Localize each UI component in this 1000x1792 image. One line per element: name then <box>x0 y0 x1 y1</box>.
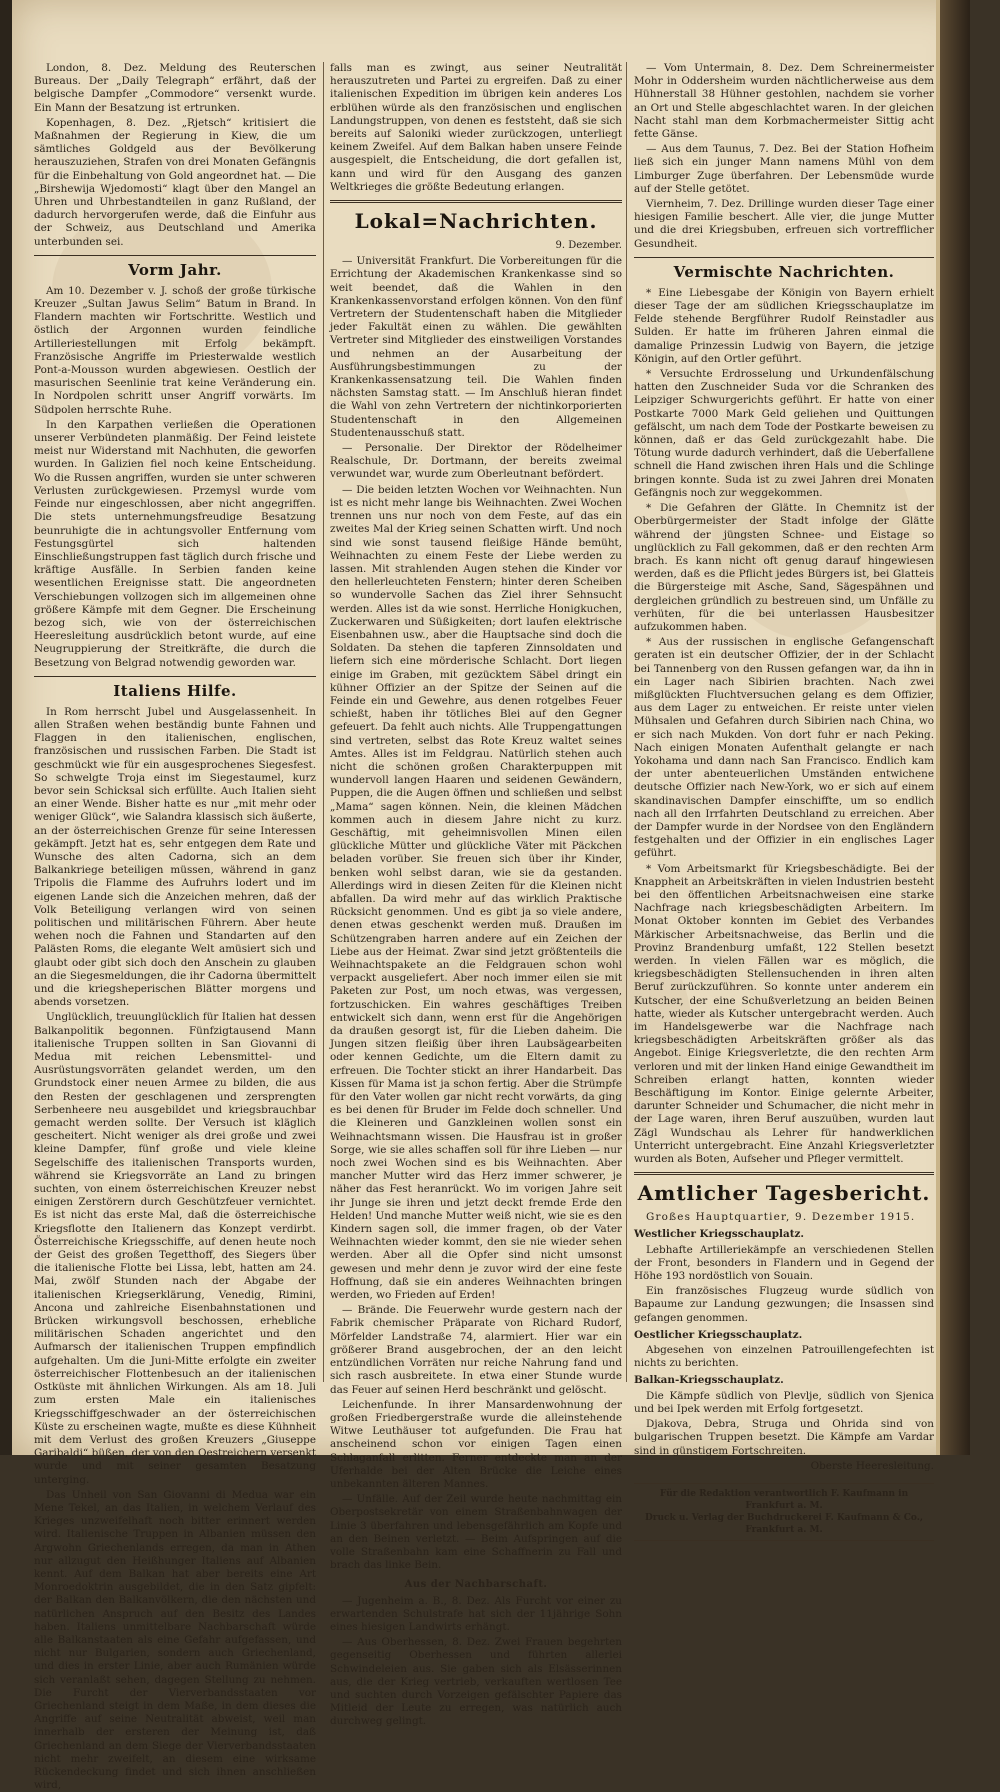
column-rule <box>626 62 627 1382</box>
column-rule <box>323 62 324 1382</box>
subheading-nachbarschaft: Aus der Nachbarschaft. <box>404 1579 548 1591</box>
paragraph: In Rom herrscht Jubel und Ausgelassenheit. In allen Straßen wehen beständig bunte Fahnen und Flaggen in den italienischen, englischen, französischen und russischen Farben. Die Stadt ist geschmückt wie für ein ausgesprochenes Siegesfest. So schwelgte Troja einst im Siegestaumel, kurz bevor sein Schicksal sich erfüllte. Auch Italien sieht an einer Wende. Bisher hatte es nur „mit mehr oder weniger Glück“, wie Salandra klassisch sich äußerte, an der österreichischen Grenze für seine Interessen gekämpft. Jetzt hat es, sehr entgegen dem Rate und Wunsche des alten Cadorna, sich an dem Balkankriege beteiligen müssen, während in ganz Tripolis die Flamme des Aufruhrs lodert und im eigenen Lande sich die Anzeichen mehren, daß der Volk Beteiligung verlangen wird von seinen politischen und militärischen Führern. Aber heute wehen noch die Fahnen und Standarten auf den Palästen Roms, die elegante Welt amüsiert sich und glaubt oder gibt sich doch den Anschein zu glauben an die Siegesmeldungen, die ihr Cadorna übermittelt und die kriegsheperischen Blätter morgens und abends vorsetzen. <box>34 705 316 1009</box>
news-item: — Personalie. Der Direktor der Rödelheimer Realschule, Dr. Dortmann, der bereits zweimal verwundet war, wurde zum Oberleutnant befördert. <box>330 442 622 481</box>
paragraph: Das Unheil von San Giovanni di Medua war ein Mene Tekel, an das Italien, in welchem Verlauf des Krieges unzweifelhaft noch bitter erinnert werden wird. Italienische Truppen in Albanien müssen den Argwohn Griechenlands erregen, da man in Athen nur allzugut den Heißhunger Italiens auf Albanien kennt. Auf dem Balkan hat aber bereits eine Art Monroedoktrin ausgebildet, die in den Satz gipfelt: der Balkan den Balkanvölkern, die den nächsten und natürlichen Anspruch auf den Besitz des Landes haben. Italiens unmittelbare Nachbarschaft würde alle Balkanstaaten als eine Gefahr aufgefassen, und nicht nur Bulgarien, sondern auch Griechenland, und dies in erster Linie, aber auch Rumänien würde sich veranlaßt sehen, dagegen Stellung zu nehmen. Die Furcht der Vierverbandsstaaten vor Griechenland steigt in dem Maße, in dem dieses die Angriffe auf seine Neutralität abweist, weil man innerhalb der ersteren der Meinung ist, daß Griechenland an dem Siege der Vierverbandsstaaten nicht mehr zweifelt, an diesem eine wirksame Rückendeckung findet und sich ihnen anschließen wird, <box>34 1488 316 1792</box>
paragraph: falls man es zwingt, aus seiner Neutralität herauszutreten und Partei zu ergreifen. Daß zu einer italienischen Expedition im übrigen kein anderes Los erblühen würde als den französischen und englischen Landungstruppen, von denen es feststeht, daß sie sich bereits auf Saloniki wieder zurückzogen, unterliegt keinem Zweifel. Auf dem Balkan haben unsere Feinde ausgespielt, die Entscheidung, die dort gefallen ist, kann und wird für den Ausgang des ganzen Weltkrieges die größte Bedeutung erlangen. <box>330 62 622 193</box>
section-divider <box>634 1172 934 1175</box>
report-paragraph: Lebhafte Artilleriekämpfe an verschiedenen Stellen der Front, besonders in Flandern und in Gegend der Höhe 193 nordöstlich von Souain. <box>634 1243 934 1283</box>
imprint-line-1: Für die Redaktion verantwortlich F. Kaufmann in Frankfurt a. M. <box>659 1488 909 1511</box>
signature: Oberste Heeresleitung. <box>810 1459 934 1472</box>
news-item: — Aus dem Taunus, 7. Dez. Bei der Station Hofheim ließ sich ein junger Mann namens Mühl von dem Limburger Zuge überfahren. Der Lebensmüde wurde auf der Stelle getötet. <box>634 143 934 195</box>
news-item: * Versuchte Erdrosselung und Urkundenfälschung hatten den Zuschneider Suda vor die Schranken des Leipziger Schwurgerichts geführt. Er hatte von einer Postkarte 7000 Mark Geld geliehen und Quittungen gefälscht, um nach dem Tode der Postkarte beweisen zu können, daß er das Geld zurückgezahlt habe. Die Tötung wurde dadurch verhindert, daß die Ueberfallene schnell die Hand zwischen ihren Hals und die Schlinge bringen konnte. Suda ist zu zwei Jahren drei Monaten Gefängnis noch zur weggekommen. <box>634 368 934 499</box>
report-paragraph: Ein französisches Flugzeug wurde südlich von Bapaume zur Landung gezwungen; die Insassen sind gefangen genommen. <box>634 1285 934 1324</box>
dateline: 9. Dezember. <box>555 240 622 252</box>
column-1 <box>34 62 316 1792</box>
news-item: Leichenfunde. In ihrer Mansardenwohnung der großen Friedbergerstraße wurde die alleinstehende Witwe Leuthäuser tot aufgefunden. Die Frau hat anscheinend schon vor einigen Tagen einen Schlaganfall erlitten. Ferner entdeckte man an der Uferhalde bei der Alten Brücke die Leiche eines unbekannten älteren Mannes. <box>330 1398 622 1490</box>
column-3 <box>634 62 934 1535</box>
section-divider <box>330 200 622 203</box>
news-item-kopenhagen: Kopenhagen, 8. Dez. „Rjetsch“ kritisiert die Maßnahmen der Regierung in Kiew, die um sämtliches Goldgeld aus der Bevölkerung herauszuziehen, Strafen von drei Monaten Gefängnis für die Einbehaltung von Gold angeordnet hat. — Die „Birshewija Wjedomosti“ klagt über den Mangel an Uhren und Uhrbestandteilen in ganz Rußland, der dadurch hervorgerufen werde, daß die Einfuhr aus der Schweiz, aus Deutschland und Amerika unterbunden sei. <box>34 116 316 248</box>
news-item: * Die Gefahren der Glätte. In Chemnitz ist der Oberbürgermeister der Stadt infolge der Glätte während der jüngsten Schnee- und Eistage so unglücklich zu Fall gekommen, daß er den rechten Arm brach. Es kann nicht oft genug darauf hingewiesen werden, daß es die Pflicht jedes Bürgers ist, bei Glatteis die Bürgersteige mit Asche, Sand, Sägespähnen und dergleichen gründlich zu bestreuen sind, um Unfälle zu verhüten, für die bei unterlassen Hausbesitzer aufzukommen haben. <box>634 502 934 633</box>
section-balkan: Balkan-Kriegsschauplatz. <box>634 1374 784 1387</box>
news-item: — Brände. Die Feuerwehr wurde gestern nach der Fabrik chemischer Präparate von Richard Rudorf, Mörfelder Landstraße 74, alarmiert. Hier war ein größerer Brand ausgebrochen, der an den leicht entzündlichen Vorräten nur reiche Nahrung fand und sich rasch ausbreitete. In etwa einer Stunde wurde das Feuer auf seinen Herd beschränkt und gelöscht. <box>330 1304 622 1396</box>
report-paragraph: Abgesehen von einzelnen Patrouillengefechten ist nichts zu berichten. <box>634 1344 934 1370</box>
section-divider <box>634 257 934 258</box>
news-item: — Universität Frankfurt. Die Vorbereitungen für die Errichtung der Akademischen Krankenkasse sind so weit beendet, daß die Wahlen in den Krankenkassenvorstand erfolgen können. Von den fünf Vertretern der Studentenschaft haben die Mitglieder jeder Fakultät einen zu wählen. Die gewählten Vertreter sind Mitglieder des einstweiligen Vorstandes und nehmen an der Ausarbeitung der Ausführungsbestimmungen zu der Krankenkassensatzung teil. Die Wahlen finden nächsten Samstag statt. — Im Anschluß hieran findet die Wahl von zehn Vertretern der nichtinkorporierten Studentenschaft in den Allgemeinen Studentenausschuß statt. <box>330 255 622 439</box>
news-item: * Aus der russischen in englische Gefangenschaft geraten ist ein deutscher Offizier, der in der Schlacht bei Tannenberg von den Russen gefangen war, da ihn in ein Lager nach Sibirien brachten. Nach zwei mißglückten Fluchtversuchen gelang es dem Offizier, aus dem Lager zu entweichen. Er reiste unter vielen Mühsalen und Gefahren durch Sibirien nach China, wo er sich nach Mukden. Von dort fuhr er nach Peking. Nach einigen Monaten Aufenthalt gelangte er nach Yokohama und dann nach San Francisco. Endlich kam der unter abenteuerlichen Umständen entwichene deutsche Offizier nach New-York, wo er sich auf einem skandinavischen Dampfer einschiffte, um so endlich nach all den Irrfahrten Deutschland zu erreichen. Aber der Dampfer wurde in der Nordsee von den Engländern festgehalten und der Offizier in ein englisches Lager geführt. <box>634 636 934 860</box>
news-item: Viernheim, 7. Dez. Drillinge wurden dieser Tage einer hiesigen Familie beschert. Alle vier, die junge Mutter und die drei Kriegsbuben, erfreuen sich vortrefflicher Gesundheit. <box>634 198 934 250</box>
imprint <box>634 1483 934 1541</box>
section-divider <box>34 255 316 256</box>
news-item: — Unfälle. Auf der Zeil wurde heute nachmittag ein Oberpostsekretär von einem Straßenbahnwagen der Linie 3 überfahren und lebensgefährlich am Kopfe und an den Beinen verletzt. — Beim Aufspringen auf die volle Straßenbahn kam eine Schaffnerin zu Fall und brach das linke Bein. <box>330 1493 622 1572</box>
news-item: — Vom Untermain, 8. Dez. Dem Schreinermeister Mohr in Oddersheim wurden nächtlicherweise aus dem Hühnerstall 38 Hühner gestohlen, nachdem sie vorher an Ort und Stelle abgeschlachtet waren. In der gleichen Nacht stahl man dem Korbmachermeister Sittig acht fette Gänse. <box>634 62 934 141</box>
report-paragraph: Die Kämpfe südlich von Plevlje, südlich von Sjenica und bei Ipek werden mit Erfolg fortgesetzt. <box>634 1389 934 1415</box>
news-item: * Eine Liebesgabe der Königin von Bayern erhielt dieser Tage der am südlichen Kriegsschauplatze im Felde stehende Bergführer Rudolf Reinstadler aus Sulden. Er hatte im früheren Jahren einmal die damalige Prinzessin Ludwig von Bayern, die jetzige Königin, auf den Ortler geführt. <box>634 286 934 365</box>
heading-lokal-nachrichten: Lokal=Nachrichten. <box>354 209 598 234</box>
news-item-london: London, 8. Dez. Meldung des Reuterschen Bureaus. Der „Daily Telegraph“ erfährt, daß der belgische Dampfer „Commodore“ versenkt wurde. Ein Mann der Besatzung ist ertrunken. <box>34 62 316 114</box>
paragraph: Unglücklich, treuunglücklich für Italien hat dessen Balkanpolitik begonnen. Fünfzigtausend Mann italienische Truppen sollten in San Giovanni di Medua mit reichen Lebensmittel- und Ausrüstungsvorräten gelandet werden, um den Grundstock einer neuen Armee zu bilden, die aus den Resten der geschlagenen und zersprengten Serbenheere neu ausgebildet und kriegsbrauchbar gemacht werden sollte. Der Versuch ist kläglich gescheitert. Nicht weniger als drei große und zwei kleine Dampfer, fünf große und viele kleine Segelschiffe des italienischen Transports wurden, während sie Kriegsvorräte an Land zu bringen suchten, von einem österreichischen Kreuzer nebst einigen Zerstörern durch Geschützfeuer vernichtet. Es ist nicht das erste Mal, daß die österreichische Kriegsflotte den Italienern das Konzept verdirbt. Österreichische Kriegsschiffe, auf denen heute noch der Geist des großen Tegetthoff, des Siegers über die italienische Flotte bei Lissa, lebt, hatten am 24. Mai, zwölf Stunden nach der Abgabe der italienischen Kriegserklärung, Venedig, Rimini, Ancona und zahlreiche Eisenbahnstationen und Brücken wirkungsvoll beschossen, erhebliche militärischen Schaden angerichtet und den Aufmarsch der italienischen Truppen empfindlich aufgehalten. Um die Juni-Mitte erfolgte ein zweiter österreichischer Flottenbesuch an der italienischen Ostküste mit ähnlichen Wirkungen. Als am 18. Juli zum ersten Male ein italienisches Kriegsschiffgeschwader an der österreichischen Küste zu erscheinen wagte, mußte es diese Kühnheit mit dem Verlust des großen Kreuzers „Giuseppe Garibaldi“ büßen, der von den Oestreichern versenkt wurde und mit seiner gesamten Besatzung unterging. <box>34 1011 316 1486</box>
book-binding-left <box>0 0 12 1455</box>
paragraph: Am 10. Dezember v. J. schoß der große türkische Kreuzer „Sultan Jawus Selim“ Batum in Brand. In Flandern machten wir Fortschritte. Westlich und östlich der Argonnen wurden feindliche Artilleriestellungen mit Erfolg bekämpft. Französische Angriffe im Priesterwalde westlich Pont-a-Mousson wurden abgewiesen. Oestlich der masurischen Seenlinie trat keine Veränderung ein. In Nordpolen schritt unser Angriff vorwärts. Im Südpolen herrschte Ruhe. <box>34 284 316 416</box>
report-paragraph: Djakova, Debra, Struga und Ohrida sind von bulgarischen Truppen besetzt. Die Kämpfe am Vardar sind in günstigem Fortschreiten. <box>634 1418 934 1457</box>
heading-italiens-hilfe: Italiens Hilfe. <box>113 681 237 700</box>
book-binding-right <box>940 0 970 1455</box>
news-item: — Jugenheim a. B., 8. Dez. Als Furcht vor einer zu erwartenden Schulstrafe hat sich der 11jährige Sohn eines hiesigen Landwirts erhängt. <box>330 1594 622 1633</box>
news-item: * Vom Arbeitsmarkt für Kriegsbeschädigte. Bei der Knappheit an Arbeitskräften in vielen Industrien besteht bei den öffentlichen Arbeitsnachweisen eine starke Nachfrage nach kriegsbeschädigten Arbeitern. Im Monat Oktober konnten im Gebiet des Verbandes Märkischer Arbeitsnachweise, das Berlin und die Provinz Brandenburg umfaßt, 122 Stellen besetzt werden. In vielen Fällen war es möglich, die kriegsbeschädigten Stellensuchenden in ihren alten Beruf zurückzuführen. So konnte unter anderem ein Kutscher, der eine Schußverletzung an beiden Beinen hatte, wieder als Kutscher untergebracht werden. Auch im Handelsgewerbe war die Nachfrage nach kriegsbeschädigten Arbeitskräften größer als das Angebot. Einige Kriegsverletzte, die den rechten Arm verloren und mit der linken Hand einige Gewandtheit im Schreiben erlangt hatten, konnten wieder Beschäftigung im Kontor. Einige gelernte Arbeiter, darunter Schneider und Schumacher, die nicht mehr in der Lage waren, ihren Beruf auszuüben, wurden laut Zägl Wundschau als Lehrer für handwerklichen Unterricht untergebracht. Eine Anzahl Kriegsverletzter wurden als Boten, Aufseher und Pfleger vermittelt. <box>634 862 934 1166</box>
heading-amtlicher-tagesbericht: Amtlicher Tagesbericht. <box>637 1181 931 1206</box>
section-divider <box>34 676 316 677</box>
column-2 <box>330 62 622 1728</box>
imprint-line-2: Druck u. Verlag der Buchdruckerei F. Kaufmann & Co., Frankfurt a. M. <box>644 1512 924 1535</box>
news-item: — Die beiden letzten Wochen vor Weihnachten. Nun ist es nicht mehr lange bis Weihnachten. Zwei Wochen trennen uns nur noch von dem Feste, auf das ein zweites Mal der Krieg seinen Schatten wirft. Und noch sind wie sonst tausend fleißige Hände bemüht, Weihnachten zu einem Feste der Liebe werden zu lassen. Mit strahlenden Augen stehen die Kinder vor den hellerleuchteten Fenstern; hinter deren Scheiben so wundervolle Sachen das Ziel ihrer Sehnsucht werden. Alles ist da wie sonst. Herrliche Honigkuchen, Zuckerwaren und Süßigkeiten; dort laufen elektrische Eisenbahnen usw., aber die Hauptsache sind doch die Soldaten. Da stehen die tapferen Zinnsoldaten und liefern sich eine mörderische Schlacht. Dort liegen einige im Graben, mit gezücktem Säbel dringt ein kühner Offizier an der Spitze der Seinen auf die Feinde ein und Gewehre, aus denen rotgelbes Feuer schießt, haben ihr tötliches Blei auf den Gegner gefeuert. Da fehlt auch nichts. Alle Truppengattungen sind vertreten, selbst das Rote Kreuz waltet seines Amtes. Alles ist im Feldgrau. Natürlich stehen auch nicht die schönen großen Charakterpuppen mit wundervoll langen Haaren und seidenen Gewändern, Puppen, die die Augen öffnen und schließen und selbst „Mama“ sagen können. Nein, die kleinen Mädchen kommen auch in diesem Jahre nicht zu kurz. Geschäftig, mit geheimnisvollen Minen eilen glückliche Mütter und glückliche Väter mit Päckchen beladen vorüber. Sie freuen sich über ihr Kinder, benken wohl selbst daran, wie sie da gestanden. Allerdings wird in diesen Zeiten für die Kleinen nicht abfallen. Da wird mehr auf das wirklich Praktische Rücksicht genommen. Und es gibt ja so viele andere, denen etwas geschenkt werden muß. Draußen im Schützengraben harren andere auf ein Zeichen der Liebe aus der Heimat. Zwar sind jetzt größtenteils die Weihnachtspakete an die Feldgrauen schon wohl verpackt ausgeliefert. Aber noch immer eilen sie mit Paketen zur Post, um noch etwas, was vergessen, fortzuschicken. Ein wahres geschäftiges Treiben entwickelt sich dann, wenn erst für die Angehörigen da draußen gesorgt ist, für die Lieben daheim. Die Jungen sitzen fleißig über ihren Laubsägearbeiten oder kennen Gedichte, um die Eltern damit zu erfreuen. Die Tochter stickt an ihrer Handarbeit. Das Kissen für Mama ist ja schon fertig. Aber die Strümpfe für den Vater wollen gar nicht recht vorwärts, da ging es bei denen für Bruder im Felde doch schneller. Und die Kleineren und Ganzkleinen wollen sonst ein Weihnachtsmann wissen. Die Hausfrau ist in großer Sorge, wie sie alles schaffen soll für ihre Lieben — nur noch zwei Wochen sind es bis Weihnachten. Aber mancher Mutter wird das Herz immer schwerer, je näher das Fest heranrückt. Wo im vorigen Jahre seit ihr Junge sie ihren und jetzt deckt fremde Erde den Helden! Und manche Mutter weiß nicht, wie sie es den Kindern sagen soll, die immer fragen, ob der Vater Weihnachten wieder kommt, den sie nie wieder sehen werden. Aber all die Opfer sind nicht umsonst gewesen und mehr denn je zuvor wird der eine feste Hoffnung, daß sie ein anderes Weihnachten bringen werden, wo Frieden auf Erden! <box>330 483 622 1302</box>
paragraph: In den Karpathen verließen die Operationen unserer Verbündeten planmäßig. Der Feind leistete meist nur Widerstand mit Nachhuten, die geworfen wurden. In Galizien fiel noch keine Entscheidung. Wo die Russen angriffen, wurden sie unter schweren Verlusten zurückgewiesen. Przemysl wurde vom Feinde nur eingeschlossen, aber nicht angegriffen. Die stets unternehmungsfreudige Besatzung beunruhigte die in achtungsvoller Entfernung vom Festungsgürtel sich haltenden Einschließungstruppen fast täglich durch frische und kräftige Ausfälle. In Serbien fanden keine wesentlichen Ereignisse statt. Die angeordneten Verschiebungen vollzogen sich im allgemeinen ohne größere Kämpfe mit dem Gegner. Die Erscheinung bezog sich, wie von der österreichischen Heeresleitung ausdrücklich betont wurde, auf eine Neugruppierung der Streitkräfte, die durch die Besetzung von Belgrad notwendig geworden war. <box>34 418 316 669</box>
dateline-hauptquartier: Großes Hauptquartier, 9. Dezember 1915. <box>646 1211 916 1224</box>
news-item: — Aus Oberhessen, 8. Dez. Zwei Frauen begehrten gegenseitig Oberhessen und führten allerlei Schwindeleien aus. Sie gaben sich als Elsässerinnen aus, die der Krieg vertrieb, verkauften wertlosen Tee und suchten durch Vorzeigen gefälschter Papiere das Mitleid der Leute zu erregen, was natürlich auch durchweg gelingt. <box>330 1636 622 1728</box>
newspaper-page <box>12 0 970 1792</box>
heading-vermischte-nachrichten: Vermischte Nachrichten. <box>673 262 895 281</box>
section-westlicher: Westlicher Kriegsschauplatz. <box>634 1228 805 1241</box>
section-oestlicher: Oestlicher Kriegsschauplatz. <box>634 1328 803 1341</box>
heading-vorm-jahr: Vorm Jahr. <box>128 260 222 279</box>
